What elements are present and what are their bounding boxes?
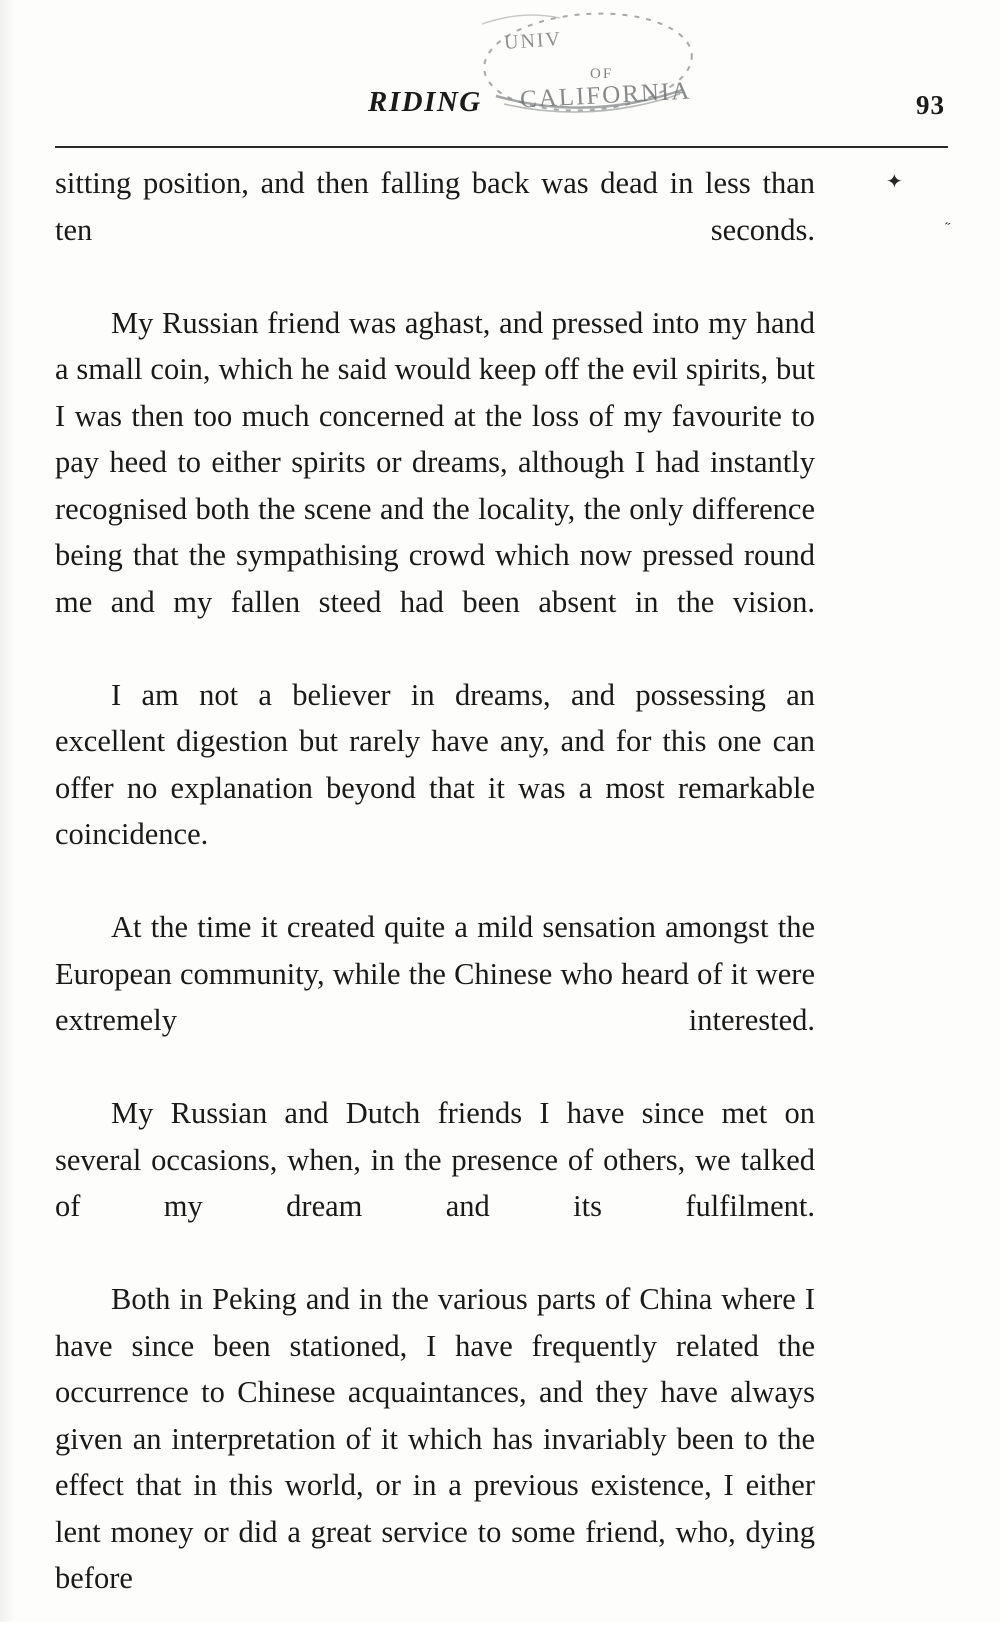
stamp-line-california: CALIFORNIA — [519, 77, 692, 114]
paragraph: sitting position, and then falling back was dead in less than ten seconds. — [55, 166, 815, 247]
paragraph: I am not a believer in dreams, and possessing an excellent digestion but rarely have any, and for this one can offer no explanation beyond that it was a most remarkable coincidence. — [55, 677, 815, 851]
header-rule — [55, 146, 948, 148]
paragraph: At the time it created quite a mild sensation amongst the European community, while the Chinese who heard of it were extremely interested. — [55, 910, 815, 1037]
page-body-text — [55, 160, 815, 1648]
paragraph: My Russian friend was aghast, and pressed into my hand a small coin, which he said would keep off the evil spirits, but I was then too much concerned at the loss of my favourite to pay heed to either spirits or dreams, although I had instantly recognised both the scene and the locality, the only difference being that the sympathising crowd which now pressed round me and my fallen steed had been absent in the vision. — [55, 305, 815, 619]
paragraph: Both in Peking and in the various parts of China where I have since been stationed, I have frequently related the occurrence to Chinese acquaintances, and they have always given an interpretation of it which has invariably been to the effect that in this world, or in a previous existence, I either lent money or did a great service to some friend, who, dying before — [55, 1282, 815, 1595]
margin-mark-icon: ✦ — [886, 171, 903, 193]
paragraph: My Russian and Dutch friends I have since met on several occasions, when, in the presence of others, we talked of my dream and its fulfilment. — [55, 1096, 815, 1223]
page-number: 93 — [916, 90, 945, 120]
margin-mark-secondary-icon: ˝ — [942, 220, 951, 238]
stamp-line-university: UNIV — [503, 28, 563, 54]
running-head: RIDING — [368, 86, 482, 118]
stamp-line-of: OF — [590, 66, 614, 82]
page-header — [55, 86, 945, 138]
page-edge-shadow — [0, 0, 16, 1622]
